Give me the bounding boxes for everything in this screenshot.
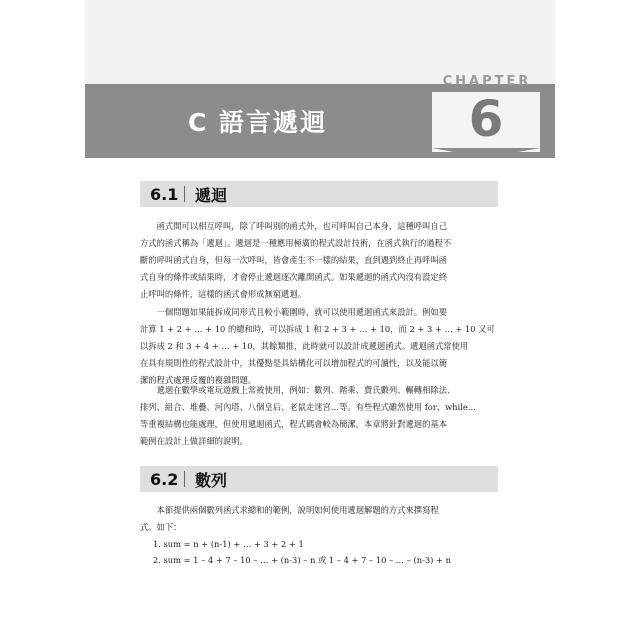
section-number: 6.1 xyxy=(150,184,179,204)
chapter-title: C 語言遞迴 xyxy=(187,108,328,137)
chapter-label: CHAPTER xyxy=(442,74,532,89)
paragraph: 本節提供兩個數列函式求總和的範例，說明如何使用遞迴解題的方式來撰寫程 式。如下： xyxy=(140,505,439,532)
section-heading-6-2 xyxy=(140,466,498,492)
section-title: 遞迴 xyxy=(195,185,228,205)
list-item: 1. sum = n + (n-1) + … + 3 + 2 + 1 xyxy=(153,539,304,549)
paragraph: 一個問題如果能拆成同形式且較小範圍時，就可以使用遞迴函式來設計。例如要 計算 1 + 2 + … + 10 的總和時，可以拆成 1 和 2 + 3 + … + 10，而 2 + 3 + … + 10 又可 以拆成 2 和 3 + 4 + … + 10，其餘類推，此時就可以設計成遞迴函式。遞迴函式常使用 在具有規則性的程式設計中，其優點是具結構化可以增加程式的可讀性，以及能以簡 潔的程式處理反覆的複雜問題。 xyxy=(140,307,495,385)
section-divider xyxy=(184,186,185,202)
section-heading-6-1 xyxy=(140,181,498,207)
section-number: 6.2 xyxy=(150,469,179,489)
chapter-number: 6 xyxy=(468,90,504,148)
paragraph: 遞迴在數學或電玩遊戲上常被使用，例如：數列、階乘、費氏數列、輾轉相除法、 排列、組合、堆疊、河內塔、八個皇后、老鼠走迷宮…等。有些程式雖然使用 for、while… 等重複結構也能處理，但使用遞迴函式，程式碼會較為簡潔，本章將針對遞迴的基本 範例在設計上做詳細的說明。 xyxy=(140,385,477,446)
chapter-arrow-icon xyxy=(432,148,540,158)
paragraph: 函式間可以相互呼叫，除了呼叫別的函式外，也可呼叫自己本身，這種呼叫自己 方式的函式稱為「遞迴」。遞迴是一種應用極廣的程式設計技術，在函式執行的過程不 斷的呼叫函式自身，但每一次呼叫，皆會產生不一樣的結果，直到遇到終止再呼叫函 式自身的條件或結果時，才會停止遞迴逐次離開函式。如果遞迴的函式內沒有設定終 止呼叫的條件，這樣的函式會形成無窮遞迴。 xyxy=(140,221,452,299)
section-divider xyxy=(184,471,185,487)
list-item: 2. sum = 1 – 4 + 7 – 10 – … + (n-3) – n 或 1 – 4 + 7 – 10 – … – (n-3) + n xyxy=(153,555,451,565)
section-title: 數列 xyxy=(195,470,228,490)
